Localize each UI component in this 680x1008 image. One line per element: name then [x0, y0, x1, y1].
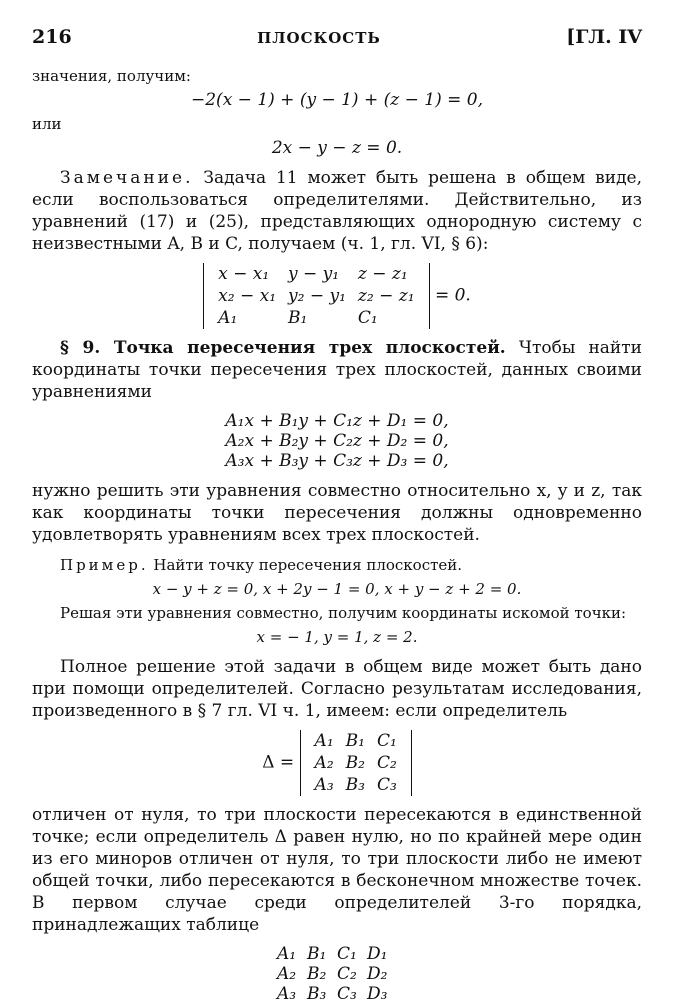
- determinant-1-table-cell: y − y₁: [288, 264, 340, 284]
- delta-label: Δ =: [262, 752, 295, 773]
- system-equation: A₂x + B₂y + C₂z + D₂ = 0,: [225, 431, 449, 451]
- determinant-2-table-cell: A₁: [314, 731, 334, 751]
- text-line: значения, получим:: [32, 67, 191, 85]
- section-paragraph: [32, 337, 642, 403]
- determinant-1-table-cell: x − x₁: [218, 264, 270, 284]
- determinant-2-table: [309, 730, 403, 796]
- determinant-1-table-cell: y₂ − y₁: [288, 286, 346, 306]
- determinant-2-table-cell: C₃: [376, 775, 397, 795]
- determinant-2-table-cell: C₁: [376, 731, 397, 751]
- section-text: Чтобы найти координаты точки пересечения трех плоскостей, данных своими уравнениями: [32, 338, 642, 402]
- page: [32, 26, 642, 1005]
- chapter-ref: [ГЛ. IV: [566, 26, 642, 48]
- example-equations: x − y + z = 0, x + 2y − 1 = 0, x + y − z + 2 = 0.: [152, 580, 522, 598]
- matrix-row: [277, 984, 397, 1004]
- equation-system: [32, 411, 642, 472]
- example-label: Пример.: [60, 556, 149, 574]
- determinant-1-table-cell: z − z₁: [357, 264, 408, 284]
- example-paragraph: [32, 554, 642, 576]
- determinant-2: [32, 730, 642, 796]
- page-header: [32, 26, 642, 49]
- solving-text: Решая эти уравнения совместно, получим координаты искомой точки:: [60, 604, 627, 622]
- matrix-cell: C₁: [337, 944, 357, 964]
- equation-1: −2(x − 1) + (y − 1) + (z − 1) = 0,: [191, 90, 483, 110]
- system-equation: A₃x + B₃y + C₃z + D₃ = 0,: [225, 451, 449, 471]
- section-heading: § 9. Точка пересечения трех плоскостей.: [60, 338, 506, 358]
- remark-label: Замечание.: [60, 168, 194, 188]
- equation-2: 2x − y − z = 0.: [271, 138, 403, 158]
- after-det2-text: отличен от нуля, то три плоскости пересекаются в единственной точке; если определитель Δ равен нулю, но по крайней мере один из его миноров отличен от нуля, то три плоскости либо не имеют общей точки, либо пересекаются в бесконечном множестве точек. В первом случае среди определителей 3-го порядка, принадлежащих таблице: [32, 805, 642, 935]
- matrix-row: [277, 964, 397, 984]
- full-solution-text: Полное решение этой задачи в общем виде может быть дано при помощи определителей. Согласно результатам исследования, произведенного в § 7 гл. VI ч. 1, имеем: если определитель: [32, 657, 642, 721]
- coefficient-matrix: [32, 944, 642, 1005]
- example-text: Найти точку пересечения плоскостей.: [153, 556, 463, 574]
- matrix-cell: C₂: [337, 964, 357, 984]
- determinant-2-table-cell: B₁: [345, 731, 365, 751]
- matrix-cell: A₃: [277, 984, 297, 1004]
- remark-text: Задача 11 может быть решена в общем виде, если воспользоваться определителями. Действительно, из уравнений (17) и (25), представляющих однородную систему с неизвестными A, B и C, получаем (ч. 1, гл. VI, § 6):: [32, 168, 643, 254]
- determinant-2-table-cell: C₂: [376, 753, 397, 773]
- matrix-row: [277, 944, 397, 964]
- matrix-cell: A₂: [277, 964, 297, 984]
- system-equation: A₁x + B₁y + C₁z + D₁ = 0,: [225, 411, 449, 431]
- page-number: 216: [32, 26, 72, 48]
- matrix-cell: D₁: [367, 944, 388, 964]
- after-system-text: нужно решить эти уравнения совместно относительно x, y и z, так как координаты точки пересечения должны одновременно удовлетворять уравнениям всех трех плоскостей.: [32, 481, 642, 545]
- determinant-1-table: [212, 263, 420, 329]
- solution: x = − 1, y = 1, z = 2.: [256, 628, 418, 646]
- text-or: или: [32, 115, 62, 133]
- matrix-cell: B₂: [307, 964, 327, 984]
- determinant-1-rhs: = 0.: [434, 285, 471, 306]
- determinant-2-table-cell: A₂: [314, 753, 334, 773]
- determinant-1-table-cell: C₁: [357, 308, 378, 328]
- matrix-cell: B₁: [307, 944, 327, 964]
- matrix-cell: A₁: [277, 944, 297, 964]
- determinant-2-table-cell: B₃: [345, 775, 365, 795]
- running-title: ПЛОСКОСТЬ: [257, 29, 381, 47]
- determinant-1-table-cell: x₂ − x₁: [218, 286, 277, 306]
- determinant-2-table-cell: A₃: [314, 775, 334, 795]
- determinant-2-table-cell: B₂: [345, 753, 365, 773]
- matrix-cell: D₂: [367, 964, 388, 984]
- determinant-1-table-cell: z₂ − z₁: [357, 286, 415, 306]
- determinant-1: [32, 263, 642, 329]
- determinant-1-table-cell: B₁: [288, 308, 308, 328]
- remark-paragraph: [32, 167, 642, 255]
- matrix-cell: B₃: [307, 984, 327, 1004]
- matrix-cell: C₃: [337, 984, 357, 1004]
- determinant-1-table-cell: A₁: [218, 308, 238, 328]
- matrix-cell: D₃: [367, 984, 388, 1004]
